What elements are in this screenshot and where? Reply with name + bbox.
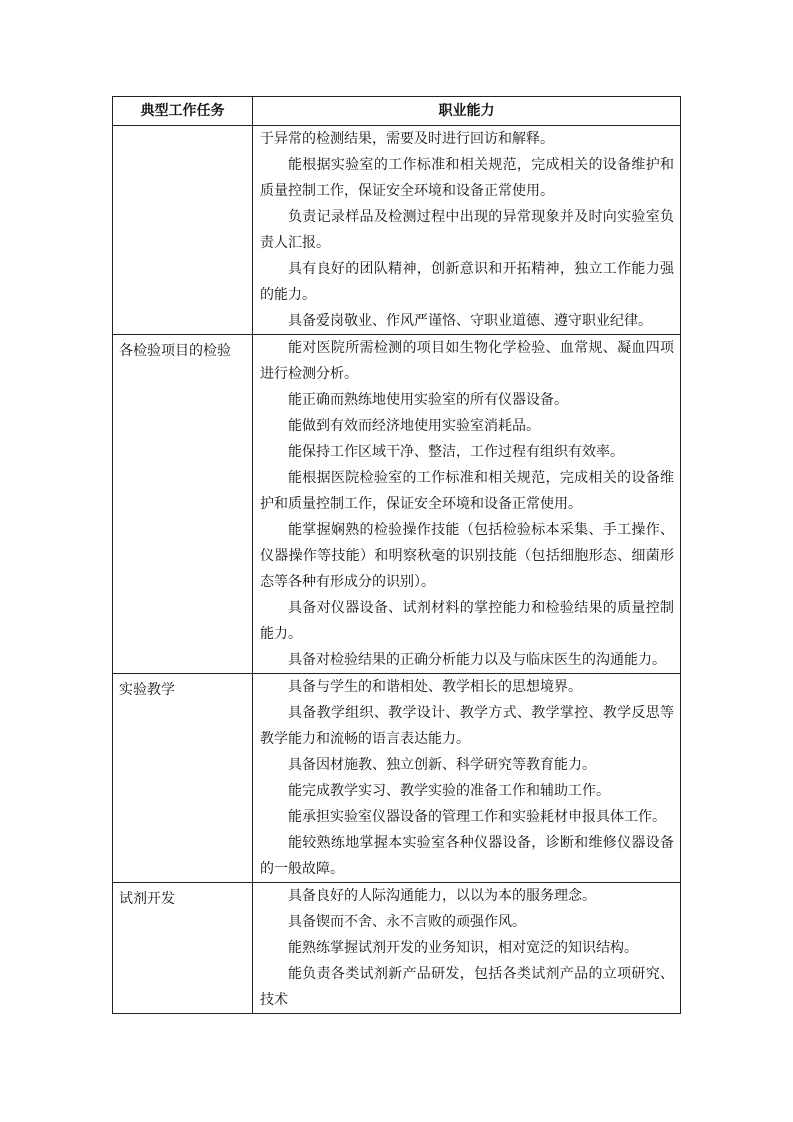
ability-item: 具备与学生的和谐相处、教学相长的思想境界。 [288, 679, 582, 695]
ability-item: 于异常的检测结果，需要及时进行回访和解释。 [260, 131, 554, 147]
ability-item: 能掌握娴熟的检验操作技能（包括检验标本采集、手工操作、仪器操作等技能）和明察秋毫的识别技能（包括细胞形态、细菌形态等各种有形成分的识别）。 [260, 522, 674, 590]
table-header-row [113, 97, 681, 126]
ability-item: 能保持工作区域干净、整洁，工作过程有组织有效率。 [288, 444, 624, 460]
table-row [113, 335, 681, 674]
ability-cell [253, 883, 681, 1014]
table-row [113, 126, 681, 335]
ability-item: 具备对检验结果的正确分析能力以及与临床医生的沟通能力。 [288, 652, 666, 668]
ability-item: 能正确而熟练地使用实验室的所有仪器设备。 [288, 392, 568, 408]
task-cell: 试剂开发 [113, 883, 253, 1014]
ability-item: 能熟练掌握试剂开发的业务知识，相对宽泛的知识结构。 [288, 940, 638, 956]
ability-cell [253, 335, 681, 674]
ability-item: 具有良好的团队精神，创新意识和开拓精神，独立工作能力强的能力。 [260, 261, 674, 303]
ability-item: 负责记录样品及检测过程中出现的异常现象并及时向实验室负责人汇报。 [260, 209, 674, 251]
ability-item: 具备良好的人际沟通能力，以以为本的服务理念。 [288, 888, 596, 904]
ability-item: 能做到有效而经济地使用实验室消耗品。 [288, 418, 540, 434]
ability-item: 能对医院所需检测的项目如生物化学检验、血常规、凝血四项进行检测分析。 [260, 340, 674, 382]
table-row [113, 883, 681, 1014]
ability-cell [253, 674, 681, 883]
ability-item: 能根据实验室的工作标准和相关规范，完成相关的设备维护和质量控制工作，保证安全环境和设备正常使用。 [260, 157, 674, 199]
ability-item: 能完成教学实习、教学实验的准备工作和辅助工作。 [288, 783, 610, 799]
competency-table [112, 96, 681, 1014]
ability-item: 能承担实验室仪器设备的管理工作和实验耗材申报具体工作。 [288, 809, 666, 825]
table-row [113, 674, 681, 883]
ability-item: 能较熟练地掌握本实验室各种仪器设备，诊断和维修仪器设备的一般故障。 [260, 835, 674, 877]
ability-item: 具备教学组织、教学设计、教学方式、教学掌控、教学反思等教学能力和流畅的语言表达能力。 [260, 705, 674, 747]
ability-item: 具备爱岗敬业、作风严谨恪、守职业道德、遵守职业纪律。 [288, 313, 652, 329]
ability-cell [253, 126, 681, 335]
task-cell: 各检验项目的检验 [113, 335, 253, 674]
ability-item: 能根据医院检验室的工作标准和相关规范，完成相关的设备维护和质量控制工作，保证安全环境和设备正常使用。 [260, 470, 674, 512]
header-ability: 职业能力 [253, 97, 681, 126]
task-cell: 实验教学 [113, 674, 253, 883]
ability-item: 具备对仪器设备、试剂材料的掌控能力和检验结果的质量控制能力。 [260, 600, 674, 642]
header-task: 典型工作任务 [113, 97, 253, 126]
ability-item: 具备锲而不舍、永不言败的顽强作风。 [288, 914, 526, 930]
ability-item: 能负责各类试剂新产品研发，包括各类试剂产品的立项研究、技术 [260, 966, 674, 1008]
ability-item: 具备因材施教、独立创新、科学研究等教育能力。 [288, 757, 596, 773]
task-cell [113, 126, 253, 335]
